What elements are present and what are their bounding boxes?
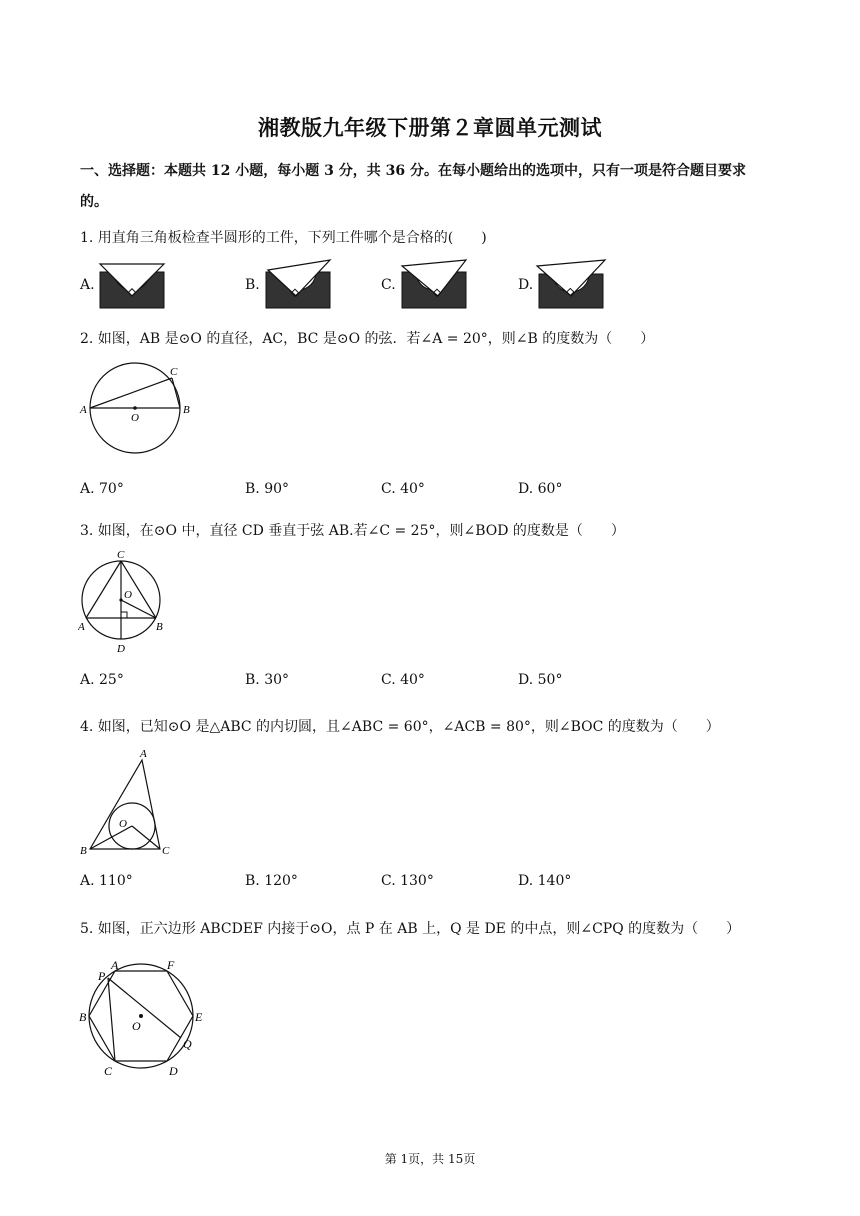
q5-label-e: E: [195, 1010, 203, 1024]
q3-label-b: B: [156, 621, 163, 633]
section-heading: 一、选择题：本题共 12 小题，每小题 3 分，共 36 分。在每小题给出的选项中，只有一项是符合题目要求: [80, 163, 746, 179]
q5-label-b: B: [79, 1010, 87, 1024]
q5-label-c: C: [104, 1064, 113, 1078]
q4-option-b: B. 120°: [245, 873, 298, 889]
q1-figure-d: [535, 256, 607, 310]
q2-label-c: C: [170, 366, 178, 378]
q5-label-a: A: [111, 958, 119, 972]
q4-label-o: O: [119, 818, 127, 830]
q2-label-b: B: [183, 404, 190, 416]
q2-label-a: A: [80, 404, 87, 416]
q4-label-a: A: [140, 748, 147, 760]
q3-option-b: B. 30°: [245, 672, 290, 688]
q4-option-d: D. 140°: [518, 873, 572, 889]
q5-label-o: O: [132, 1019, 141, 1033]
question-1-stem: 1. 用直角三角板检查半圆形的工件，下列工件哪个是合格的( ): [80, 230, 487, 246]
q4-option-a: A. 110°: [80, 873, 133, 889]
question-3-stem: 3. 如图，在⊙O 中，直径 CD 垂直于弦 AB.若∠C = 25°，则∠BOD 的度数是（ ）: [80, 523, 625, 539]
q1-option-d: D.: [518, 277, 534, 293]
q2-option-a: A. 70°: [80, 481, 124, 497]
question-5-stem: 5. 如图，正六边形 ABCDEF 内接于⊙O，点 P 在 AB 上，Q 是 DE 的中点，则∠CPQ 的度数为（ ）: [80, 921, 741, 937]
page-footer: 第 1页，共 15页: [384, 1152, 476, 1166]
q4-figure: [78, 746, 178, 858]
q2-option-b: B. 90°: [245, 481, 290, 497]
q5-label-f: F: [167, 958, 175, 972]
q1-option-c: C.: [381, 277, 396, 293]
q4-label-b: B: [80, 845, 87, 857]
question-2-stem: 2. 如图，AB 是⊙O 的直径，AC，BC 是⊙O 的弦．若∠A = 20°，则∠B 的度数为（ ）: [80, 331, 655, 347]
q2-figure: [78, 358, 198, 468]
q1-option-b: B.: [245, 277, 260, 293]
q1-figure-b: [262, 256, 334, 310]
q3-option-d: D. 50°: [518, 672, 563, 688]
q3-label-c: C: [117, 549, 125, 561]
q2-label-o: O: [131, 412, 139, 424]
q1-figure-c: [398, 258, 470, 310]
page-title: 湘教版九年级下册第２章圆单元测试: [258, 115, 602, 140]
q2-option-d: D. 60°: [518, 481, 563, 497]
q3-figure: [78, 548, 170, 656]
q2-option-c: C. 40°: [381, 481, 425, 497]
q3-label-o: O: [124, 589, 132, 601]
q3-label-d: D: [117, 643, 125, 655]
q5-label-q: Q: [183, 1037, 192, 1051]
q5-label-d: D: [169, 1064, 178, 1078]
q3-option-a: A. 25°: [80, 672, 124, 688]
section-heading-cont: 的。: [80, 194, 108, 210]
q1-option-a: A.: [80, 277, 95, 293]
q5-label-p: P: [98, 969, 106, 983]
q3-label-a: A: [78, 621, 85, 633]
q4-option-c: C. 130°: [381, 873, 434, 889]
q1-figure-a: [96, 260, 168, 310]
q3-option-c: C. 40°: [381, 672, 425, 688]
q4-label-c: C: [162, 845, 170, 857]
question-4-stem: 4. 如图，已知⊙O 是△ABC 的内切圆，且∠ABC = 60°，∠ACB = 80°，则∠BOC 的度数为（ ）: [80, 719, 720, 735]
q5-figure: [78, 958, 214, 1078]
